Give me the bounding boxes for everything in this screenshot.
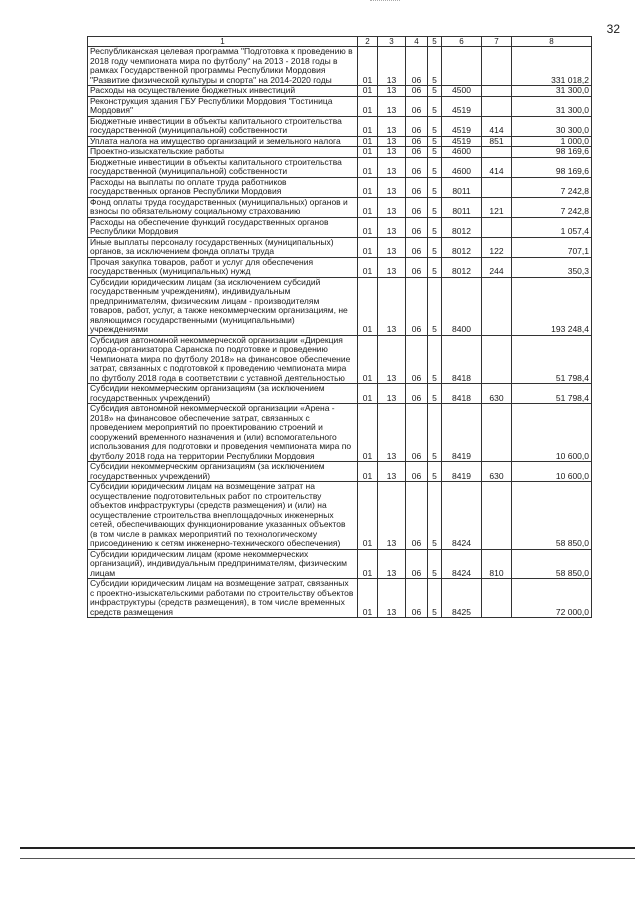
row-amount: 31 300,0 (512, 86, 592, 97)
row-amount: 1 057,4 (512, 217, 592, 237)
col-5-code: 5 (428, 86, 442, 97)
col-5-code: 5 (428, 462, 442, 482)
col-7-code (482, 177, 512, 197)
col-6-code: 8425 (442, 579, 482, 618)
col-7-code (482, 482, 512, 550)
col-5-code: 5 (428, 157, 442, 177)
table-row (88, 177, 592, 197)
col-7-code (482, 217, 512, 237)
col-5-code: 5 (428, 116, 442, 136)
col-4-code: 06 (406, 47, 428, 86)
table-row (88, 217, 592, 237)
column-header: 1 (88, 37, 358, 47)
col-3-code: 13 (378, 462, 406, 482)
row-amount: 30 300,0 (512, 116, 592, 136)
col-6-code: 4519 (442, 136, 482, 147)
row-name: Субсидия автономной некоммерческой организации «Дирекция города-организатора Саранска по подготовке и проведению Чемпионата мира по футболу 2018» на финансовое обеспечение затрат, связанных с подготовкой к проведению чемпионата мира по футболу 2018 года в соответствии с уставной деятельностью (88, 335, 358, 384)
column-header: 5 (428, 37, 442, 47)
col-6-code: 4600 (442, 157, 482, 177)
row-amount: 331 018,2 (512, 47, 592, 86)
col-4-code: 06 (406, 197, 428, 217)
col-5-code: 5 (428, 136, 442, 147)
page-bottom-rule (20, 847, 635, 849)
row-name: Иные выплаты персоналу государственных (муниципальных) органов, за исключением фонда оплаты труда (88, 237, 358, 257)
col-5-code: 5 (428, 277, 442, 335)
col-4-code: 06 (406, 86, 428, 97)
row-amount: 72 000,0 (512, 579, 592, 618)
col-4-code: 06 (406, 147, 428, 158)
column-header: 6 (442, 37, 482, 47)
col-5-code: 5 (428, 197, 442, 217)
col-3-code: 13 (378, 197, 406, 217)
col-4-code: 06 (406, 136, 428, 147)
col-7-code: 244 (482, 257, 512, 277)
col-7-code (482, 147, 512, 158)
col-4-code: 06 (406, 157, 428, 177)
col-6-code: 8011 (442, 177, 482, 197)
page-bottom-rule-thin (20, 858, 635, 859)
col-7-code (482, 277, 512, 335)
col-3-code: 13 (378, 404, 406, 462)
column-header: 2 (358, 37, 378, 47)
column-header: 7 (482, 37, 512, 47)
col-5-code: 5 (428, 177, 442, 197)
row-name: Субсидии юридическим лицам на возмещение затрат, связанных с проектно-изыскательскими работами по строительству объектов инфраструктуры (средств размещения), в том числе временных средств размещения (88, 579, 358, 618)
col-6-code: 8419 (442, 462, 482, 482)
table-row (88, 116, 592, 136)
col-3-code: 13 (378, 86, 406, 97)
col-3-code: 13 (378, 136, 406, 147)
row-name: Расходы на выплаты по оплате труда работников государственных органов Республики Мордовия (88, 177, 358, 197)
budget-table (87, 36, 592, 618)
column-header: 3 (378, 37, 406, 47)
col-2-code: 01 (358, 177, 378, 197)
table-row (88, 277, 592, 335)
col-3-code: 13 (378, 335, 406, 384)
col-2-code: 01 (358, 147, 378, 158)
col-6-code: 8400 (442, 277, 482, 335)
page-number: 32 (606, 22, 620, 36)
table-row (88, 197, 592, 217)
col-6-code: 4600 (442, 147, 482, 158)
col-2-code: 01 (358, 579, 378, 618)
row-amount: 98 169,6 (512, 157, 592, 177)
col-7-code (482, 47, 512, 86)
row-amount: 7 242,8 (512, 177, 592, 197)
col-5-code: 5 (428, 482, 442, 550)
col-7-code: 121 (482, 197, 512, 217)
col-5-code: 5 (428, 384, 442, 404)
col-3-code: 13 (378, 549, 406, 579)
row-name: Уплата налога на имущество организаций и земельного налога (88, 136, 358, 147)
row-amount: 193 248,4 (512, 277, 592, 335)
row-name: Республиканская целевая программа "Подготовка к проведению в 2018 году чемпионата мира по футболу" на 2013 - 2018 годы в рамках Государственной программы Республики Мордовия "Развитие физической культуры и спорта" на 2014-2020 годы (88, 47, 358, 86)
row-name: Субсидии некоммерческим организациям (за исключением государственных учреждений) (88, 384, 358, 404)
col-5-code: 5 (428, 335, 442, 384)
col-4-code: 06 (406, 277, 428, 335)
row-name: Расходы на осуществление бюджетных инвестиций (88, 86, 358, 97)
col-3-code: 13 (378, 157, 406, 177)
row-amount: 10 600,0 (512, 404, 592, 462)
col-2-code: 01 (358, 335, 378, 384)
col-2-code: 01 (358, 197, 378, 217)
row-name: Субсидии юридическим лицам (кроме некоммерческих организаций), индивидуальным предпринимателям, физическим лицам (88, 549, 358, 579)
col-4-code: 06 (406, 116, 428, 136)
col-4-code: 06 (406, 237, 428, 257)
col-4-code: 06 (406, 549, 428, 579)
table-row (88, 462, 592, 482)
col-2-code: 01 (358, 462, 378, 482)
col-5-code: 5 (428, 217, 442, 237)
col-7-code: 810 (482, 549, 512, 579)
col-7-code (482, 335, 512, 384)
col-7-code: 630 (482, 462, 512, 482)
table-row (88, 136, 592, 147)
col-7-code (482, 404, 512, 462)
col-2-code: 01 (358, 384, 378, 404)
col-4-code: 06 (406, 404, 428, 462)
col-2-code: 01 (358, 257, 378, 277)
col-5-code: 5 (428, 237, 442, 257)
col-2-code: 01 (358, 116, 378, 136)
col-3-code: 13 (378, 482, 406, 550)
col-4-code: 06 (406, 217, 428, 237)
col-3-code: 13 (378, 177, 406, 197)
col-6-code: 8418 (442, 335, 482, 384)
col-2-code: 01 (358, 47, 378, 86)
row-name: Бюджетные инвестиции в объекты капитального строительства государственной (муниципальной) собственности (88, 116, 358, 136)
col-2-code: 01 (358, 157, 378, 177)
col-4-code: 06 (406, 96, 428, 116)
col-7-code (482, 86, 512, 97)
col-7-code (482, 96, 512, 116)
row-amount: 58 850,0 (512, 482, 592, 550)
row-amount: 1 000,0 (512, 136, 592, 147)
row-name: Прочая закупка товаров, работ и услуг для обеспечения государственных (муниципальных) нужд (88, 257, 358, 277)
col-4-code: 06 (406, 257, 428, 277)
column-header: 8 (512, 37, 592, 47)
col-7-code: 122 (482, 237, 512, 257)
table-row (88, 237, 592, 257)
col-4-code: 06 (406, 177, 428, 197)
row-amount: 51 798,4 (512, 335, 592, 384)
row-name: Проектно-изыскательские работы (88, 147, 358, 158)
table-row (88, 257, 592, 277)
col-6-code: 8012 (442, 237, 482, 257)
col-2-code: 01 (358, 86, 378, 97)
col-3-code: 13 (378, 384, 406, 404)
row-name: Фонд оплаты труда государственных (муниципальных) органов и взносы по обязательному социальному страхованию (88, 197, 358, 217)
row-amount: 51 798,4 (512, 384, 592, 404)
col-3-code: 13 (378, 257, 406, 277)
row-name: Субсидии юридическим лицам (за исключением субсидий государственным учреждениям), индивидуальным предпринимателям, физическим лицам - производителям товаров, работ, услуг, а также некоммерческим организациям, не являющимся государственными (муниципальными) учреждениями (88, 277, 358, 335)
table-row (88, 147, 592, 158)
col-7-code: 630 (482, 384, 512, 404)
table-row (88, 404, 592, 462)
col-2-code: 01 (358, 217, 378, 237)
col-6-code: 8418 (442, 384, 482, 404)
col-6-code: 8424 (442, 482, 482, 550)
col-4-code: 06 (406, 482, 428, 550)
col-2-code: 01 (358, 136, 378, 147)
table-row (88, 157, 592, 177)
col-2-code: 01 (358, 277, 378, 335)
row-name: Субсидии юридическим лицам на возмещение затрат на осуществление подготовительных работ по строительству объектов инфраструктуры (средств размещения) и (или) на осуществление строительства внеплощадочных инженерных сетей, обеспечивающих функционирование указанных объектов (в том числе в рамках мероприятий по технологическому присоединению к сетям инженерно-технического обеспечения) (88, 482, 358, 550)
table-row (88, 96, 592, 116)
col-3-code: 13 (378, 277, 406, 335)
col-4-code: 06 (406, 384, 428, 404)
col-5-code: 5 (428, 147, 442, 158)
col-7-code: 851 (482, 136, 512, 147)
col-2-code: 01 (358, 482, 378, 550)
col-5-code: 5 (428, 96, 442, 116)
row-amount: 31 300,0 (512, 96, 592, 116)
col-6-code: 4519 (442, 96, 482, 116)
col-6-code (442, 47, 482, 86)
row-amount: 707,1 (512, 237, 592, 257)
col-5-code: 5 (428, 257, 442, 277)
col-6-code: 8012 (442, 257, 482, 277)
col-3-code: 13 (378, 116, 406, 136)
col-6-code: 8424 (442, 549, 482, 579)
column-header: 4 (406, 37, 428, 47)
col-5-code: 5 (428, 47, 442, 86)
row-name: Субсидии некоммерческим организациям (за исключением государственных учреждений) (88, 462, 358, 482)
col-3-code: 13 (378, 147, 406, 158)
col-6-code: 4519 (442, 116, 482, 136)
table-row (88, 335, 592, 384)
table-row (88, 482, 592, 550)
row-amount: 350,3 (512, 257, 592, 277)
row-name: Расходы на обеспечение функций государственных органов Республики Мордовия (88, 217, 358, 237)
scan-mark (370, 0, 400, 4)
col-5-code: 5 (428, 549, 442, 579)
col-2-code: 01 (358, 549, 378, 579)
row-amount: 10 600,0 (512, 462, 592, 482)
col-2-code: 01 (358, 96, 378, 116)
table-row (88, 384, 592, 404)
col-4-code: 06 (406, 462, 428, 482)
table-row (88, 579, 592, 618)
col-5-code: 5 (428, 404, 442, 462)
col-4-code: 06 (406, 335, 428, 384)
col-3-code: 13 (378, 96, 406, 116)
col-5-code: 5 (428, 579, 442, 618)
table-row (88, 549, 592, 579)
col-7-code: 414 (482, 116, 512, 136)
row-name: Субсидия автономной некоммерческой организации «Арена - 2018» на финансовое обеспечение затрат, связанных с проведением мероприятий по проектированию строений и сооружений временного назначения и (или) вспомогательного использования для подготовки и проведения чемпионата мира по футболу 2018 года на территории Республики Мордовия (88, 404, 358, 462)
col-6-code: 4500 (442, 86, 482, 97)
row-name: Реконструкция здания ГБУ Республики Мордовия "Гостиница Мордовия" (88, 96, 358, 116)
row-name: Бюджетные инвестиции в объекты капитального строительства государственной (муниципальной) собственности (88, 157, 358, 177)
row-amount: 58 850,0 (512, 549, 592, 579)
row-amount: 7 242,8 (512, 197, 592, 217)
table-header-row (88, 37, 592, 47)
col-3-code: 13 (378, 47, 406, 86)
col-3-code: 13 (378, 579, 406, 618)
col-7-code (482, 579, 512, 618)
col-7-code: 414 (482, 157, 512, 177)
col-3-code: 13 (378, 237, 406, 257)
col-2-code: 01 (358, 237, 378, 257)
col-3-code: 13 (378, 217, 406, 237)
table-row (88, 47, 592, 86)
col-4-code: 06 (406, 579, 428, 618)
row-amount: 98 169,6 (512, 147, 592, 158)
col-2-code: 01 (358, 404, 378, 462)
table-row (88, 86, 592, 97)
col-6-code: 8419 (442, 404, 482, 462)
col-6-code: 8011 (442, 197, 482, 217)
col-6-code: 8012 (442, 217, 482, 237)
